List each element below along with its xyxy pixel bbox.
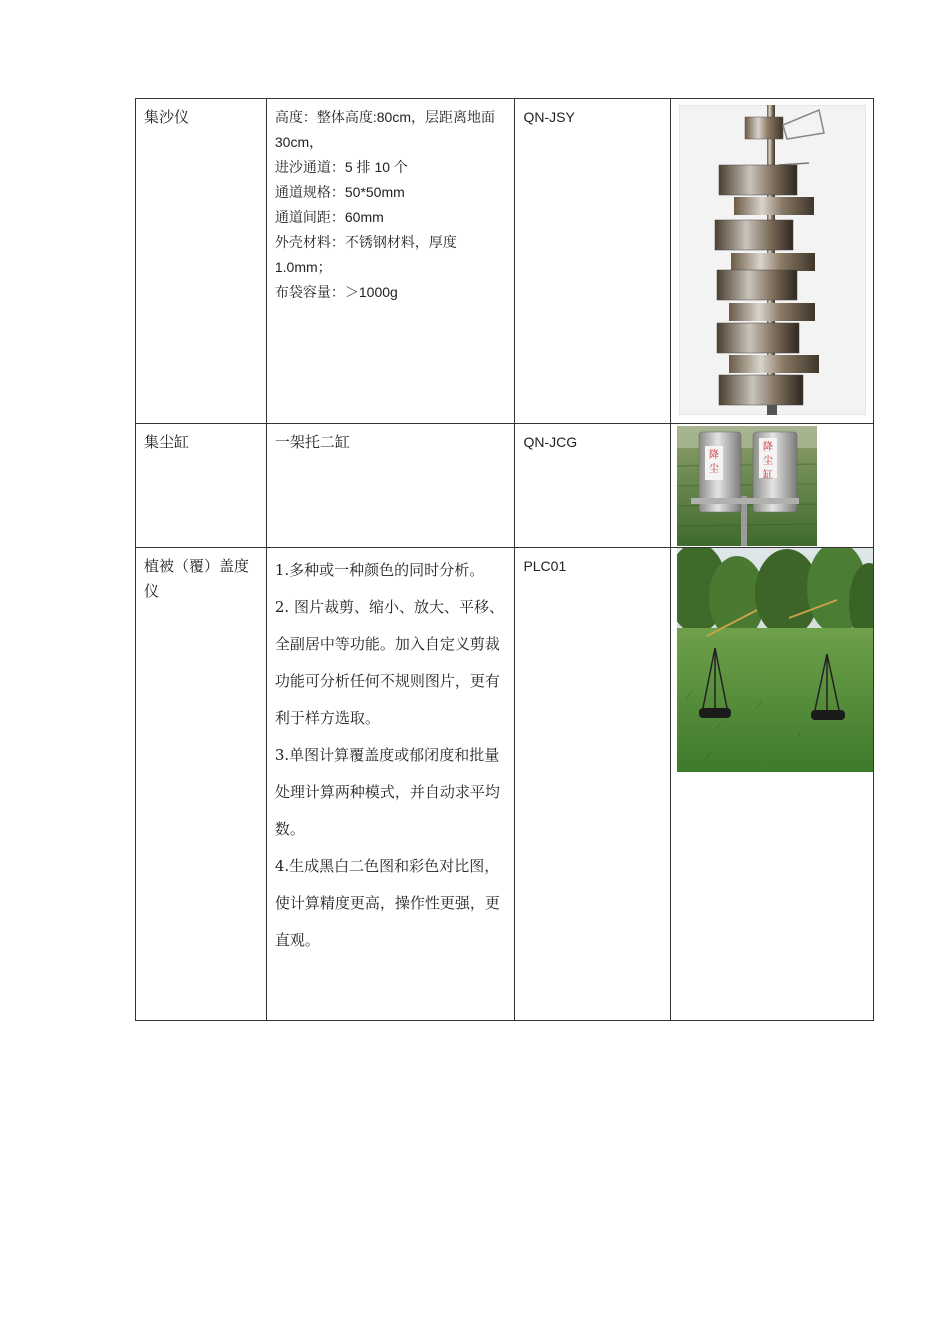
jar-label-left-2: 尘 bbox=[708, 464, 719, 475]
spec-line: 外壳材料：不锈钢材料，厚度 1.0mm； bbox=[274, 234, 457, 275]
model-number: PLC01 bbox=[523, 558, 567, 574]
spec-line: 高度：整体高度:80cm，层距离地面 30cm， bbox=[274, 109, 495, 150]
equipment-table bbox=[135, 98, 874, 1021]
table-row bbox=[136, 99, 874, 424]
photo-cell bbox=[670, 548, 873, 1021]
spec-paragraph: 2. 图片裁剪、缩小、放大、平移、全副居中等功能。加入自定义剪裁功能可分析任何不规则图片，更有利于样方选取。 bbox=[274, 598, 504, 727]
spec-line: 一架托二缸 bbox=[274, 433, 350, 451]
model-number: QN-JSY bbox=[523, 109, 575, 125]
equipment-name: 集尘缸 bbox=[144, 433, 190, 451]
vegetation-coverage-meter-photo bbox=[677, 548, 873, 772]
spec-cell bbox=[266, 548, 515, 1021]
spec-paragraph: 3.单图计算覆盖度或郁闭度和批量处理计算两种模式，并自动求平均数。 bbox=[274, 746, 500, 838]
table-row bbox=[136, 424, 874, 548]
jar-label-right: 降 bbox=[762, 442, 773, 453]
model-cell bbox=[515, 99, 670, 424]
spec-cell bbox=[266, 424, 515, 548]
spec-line: 通道规格：50*50mm bbox=[274, 184, 405, 200]
model-number: QN-JCG bbox=[523, 434, 578, 450]
equipment-name: 集沙仪 bbox=[144, 108, 190, 126]
equipment-name-cell bbox=[136, 424, 267, 548]
equipment-name: 植被（覆）盖度仪 bbox=[144, 557, 250, 600]
spec-line: 布袋容量：＞1000g bbox=[274, 284, 398, 300]
equipment-name-cell bbox=[136, 548, 267, 1021]
model-cell bbox=[515, 548, 670, 1021]
spec-cell bbox=[266, 99, 515, 424]
spec-paragraph: 1.多种或一种颜色的同时分析。 bbox=[274, 561, 485, 579]
spec-line: 进沙通道：5 排 10 个 bbox=[274, 159, 408, 175]
sand-collector-photo bbox=[679, 105, 866, 415]
spec-paragraph: 4.生成黑白二色图和彩色对比图，使计算精度更高，操作性更强，更直观。 bbox=[274, 857, 500, 949]
jar-label-right-3: 缸 bbox=[762, 470, 773, 481]
jar-label-left: 降 bbox=[708, 450, 719, 461]
spec-line: 通道间距：60mm bbox=[274, 209, 384, 225]
table-row bbox=[136, 548, 874, 1021]
photo-cell bbox=[670, 99, 873, 424]
photo-cell bbox=[670, 424, 873, 548]
jar-label-right-2: 尘 bbox=[762, 456, 773, 467]
dust-jar-photo bbox=[677, 426, 817, 546]
model-cell bbox=[515, 424, 670, 548]
equipment-name-cell bbox=[136, 99, 267, 424]
